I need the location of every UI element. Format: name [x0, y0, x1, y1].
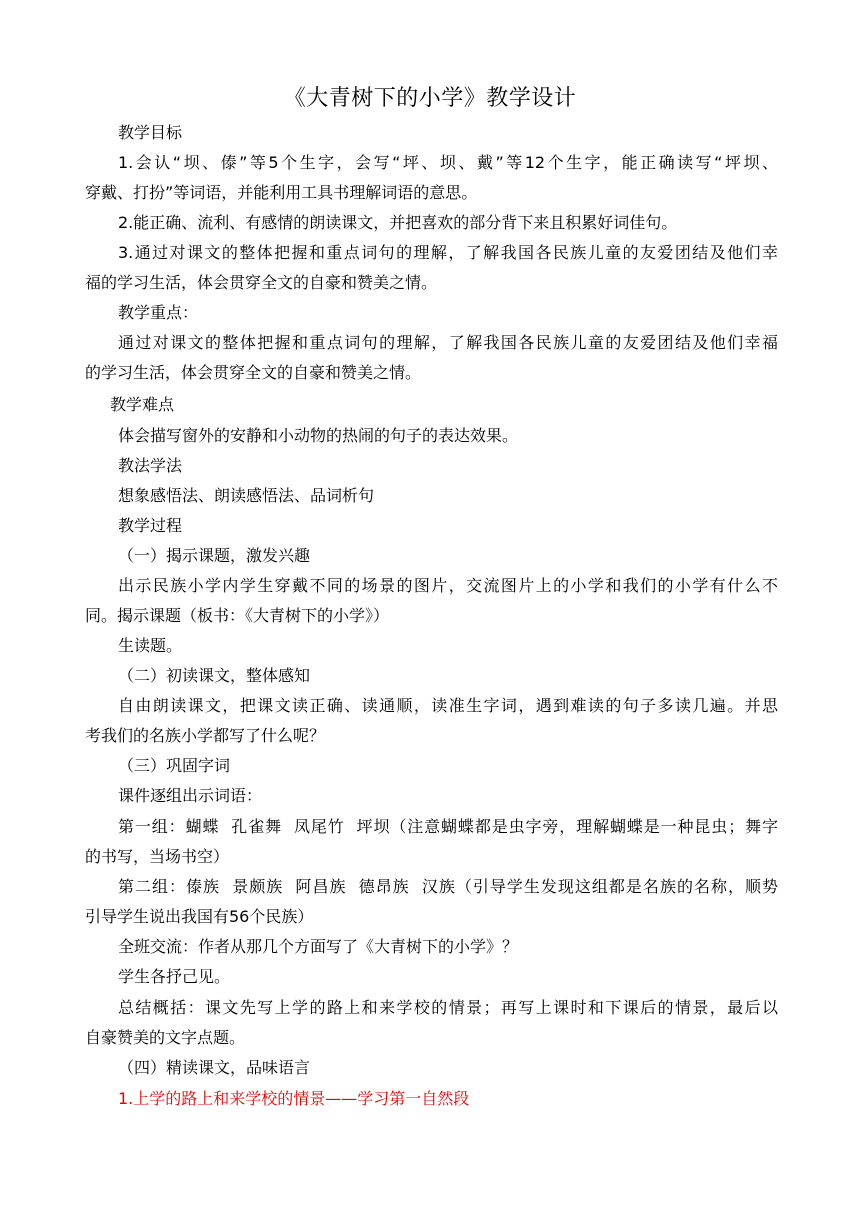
highlighted-subheading: 1.上学的路上和来学校的情景——学习第一自然段 — [118, 1089, 470, 1108]
subsection-heading: （一）揭示课题，激发兴趣 — [118, 546, 311, 565]
paragraph-line: 生读题。 — [118, 636, 183, 655]
subsection-heading: （三）巩固字词 — [118, 756, 231, 775]
paragraph-line: 3.通过对课文的整体把握和重点词句的理解，了解我国各民族儿童的友爱团结及他们幸 — [118, 243, 778, 262]
document-title: 《大青树下的小学》教学设计 — [283, 86, 577, 111]
paragraph-line: 出示民族小学内学生穿戴不同的场景的图片，交流图片上的小学和我们的小学有什么不 — [118, 576, 778, 595]
paragraph-line: 自由朗读课文，把课文读正确、读通顺，读准生字词，遇到难读的句子多读几遍。并思 — [118, 696, 778, 715]
paragraph-line: 第一组：蝴蝶 孔雀舞 凤尾竹 坪坝（注意蝴蝶都是虫字旁，理解蝴蝶是一种昆虫；舞字 — [118, 817, 778, 836]
subsection-heading: （二）初读课文，整体感知 — [118, 666, 311, 685]
paragraph-line: 总结概括：课文先写上学的路上和来学校的情景；再写上课时和下课后的情景，最后以 — [118, 998, 778, 1017]
section-heading-objectives: 教学目标 — [118, 123, 183, 142]
paragraph-line: 考我们的名族小学都写了什么呢？ — [85, 726, 326, 745]
section-heading-methods: 教法学法 — [118, 456, 183, 475]
paragraph-line: 学生各抒己见。 — [118, 967, 231, 986]
paragraph-line: 2.能正确、流利、有感情的朗读课文，并把喜欢的部分背下来且积累好词佳句。 — [118, 213, 678, 232]
paragraph-line: 的书写，当场书空） — [85, 847, 230, 866]
paragraph-line: 引导学生说出我国有56个民族） — [85, 907, 314, 926]
paragraph-line: 第二组：傣族 景颇族 阿昌族 德昂族 汉族（引导学生发现这组都是名族的名称，顺势 — [118, 877, 778, 896]
paragraph-line: 想象感悟法、朗读感悟法、品词析句 — [118, 486, 375, 505]
paragraph-line: 课件逐组出示词语： — [118, 786, 263, 805]
section-heading-key-points: 教学重点： — [118, 303, 199, 322]
paragraph-line: 自豪赞美的文字点题。 — [85, 1028, 246, 1047]
paragraph-line: 体会描写窗外的安静和小动物的热闹的句子的表达效果。 — [118, 426, 519, 445]
paragraph-line: 福的学习生活，体会贯穿全文的自豪和赞美之情。 — [85, 273, 438, 292]
section-heading-difficulties: 教学难点 — [110, 395, 175, 414]
paragraph-line: 通过对课文的整体把握和重点词句的理解，了解我国各民族儿童的友爱团结及他们幸福 — [118, 333, 778, 352]
paragraph-line: 的学习生活，体会贯穿全文的自豪和赞美之情。 — [85, 363, 422, 382]
paragraph-line: 全班交流：作者从那几个方面写了《大青树下的小学》？ — [118, 937, 519, 956]
subsection-heading: （四）精读课文，品味语言 — [118, 1058, 311, 1077]
paragraph-line: 同。揭示课题（板书：《大青树下的小学》） — [85, 606, 390, 625]
paragraph-line: 穿戴、打扮”等词语，并能利用工具书理解词语的意思。 — [85, 183, 478, 202]
section-heading-process: 教学过程 — [118, 516, 183, 535]
paragraph-line: 1.会认“坝、傣”等5个生字，会写“坪、坝、戴”等12个生字，能正确读写“坪坝、 — [118, 153, 778, 172]
